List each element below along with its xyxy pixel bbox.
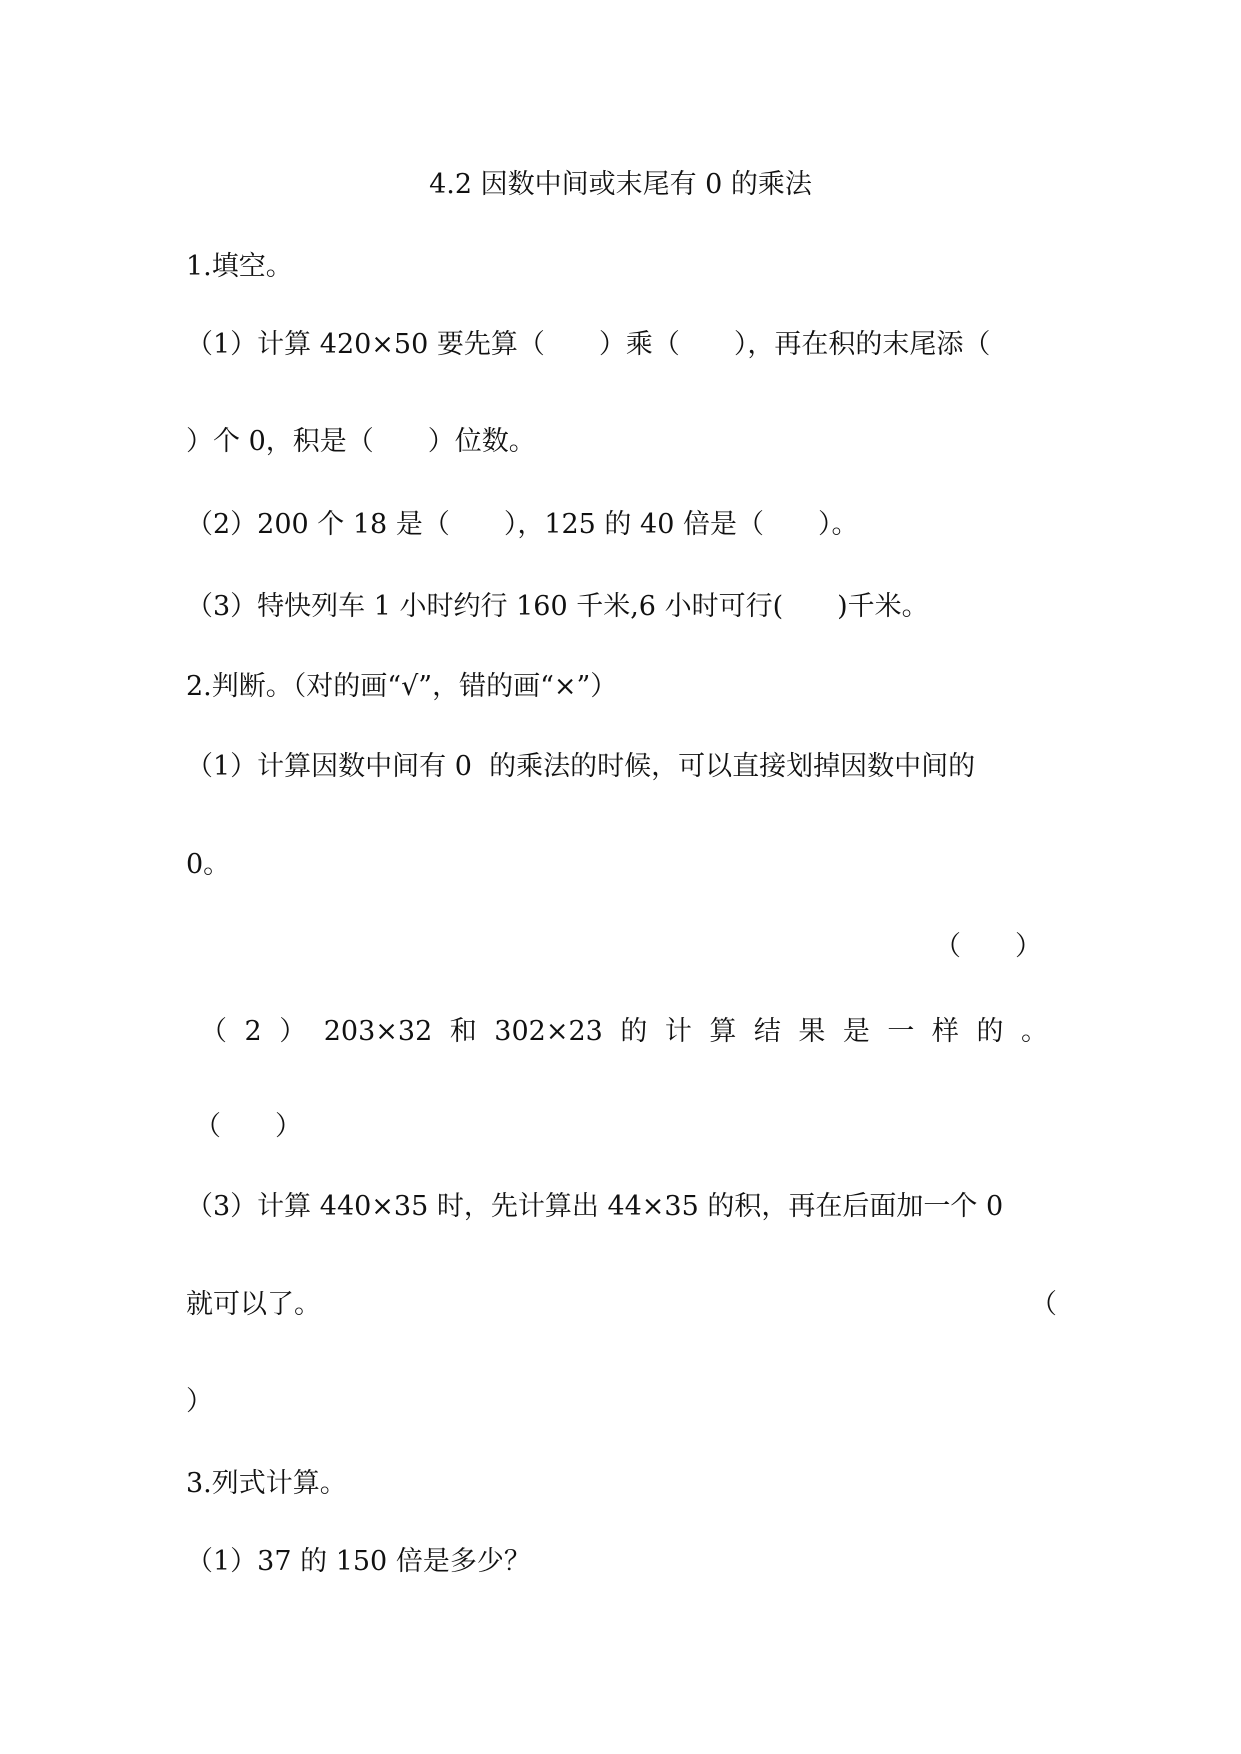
q2-token: （: [200, 1016, 227, 1047]
fill-question-2: （2）200 个 18 是（ ），125 的 40 倍是（ ）。: [186, 509, 859, 540]
q2-token: 一: [887, 1016, 915, 1047]
judge-question-3-line-2: 就可以了。: [186, 1289, 321, 1320]
fill-question-3: （3）特快列车 1 小时约行 160 千米,6 小时可行( )千米。: [186, 591, 929, 622]
calc-question-1: （1）37 的 150 倍是多少？: [186, 1546, 531, 1577]
q2-token: 。: [1020, 1016, 1048, 1047]
judge-question-1-answer-blank: （ ）: [934, 931, 1042, 962]
judge-question-3-line-1: （3）计算 440×35 时，先计算出 44×35 的积，再在后面加一个 0: [186, 1191, 1004, 1222]
section-1-heading: 1.填空。: [186, 251, 293, 282]
judge-question-1-line-2: 0。: [186, 849, 231, 880]
section-3-heading: 3.列式计算。: [186, 1468, 347, 1499]
page-title: 4.2 因数中间或末尾有 0 的乘法: [429, 169, 812, 200]
q2-token: 算: [709, 1016, 737, 1047]
q2-token: 果: [798, 1016, 826, 1047]
judge-question-3-answer-open: （: [1030, 1289, 1057, 1320]
fill-question-1-line-1: （1）计算 420×50 要先算（ ）乘（ ），再在积的末尾添（: [186, 329, 991, 360]
q2-token: 计: [664, 1016, 692, 1047]
judge-question-3-answer-close: ）: [186, 1386, 213, 1417]
fill-question-1-line-2: ）个 0，积是（ ）位数。: [186, 426, 536, 457]
q2-token: ）: [279, 1016, 307, 1047]
q2-token: 2: [244, 1016, 262, 1047]
q2-token: 样: [931, 1016, 959, 1047]
q2-token: 的: [976, 1016, 1004, 1047]
q2-token: 结: [753, 1016, 781, 1047]
judge-question-2-answer-blank: （ ）: [194, 1111, 302, 1142]
q2-token: 的: [620, 1016, 648, 1047]
q2-token: 203×32: [323, 1016, 433, 1047]
q2-token: 302×23: [494, 1016, 603, 1047]
q2-token: 和: [449, 1016, 477, 1047]
judge-question-1-line-1: （1）计算因数中间有 0 的乘法的时候，可以直接划掉因数中间的: [186, 751, 976, 782]
judge-question-2-line: [200, 1015, 1048, 1049]
q2-token: 是: [842, 1016, 870, 1047]
section-2-heading: 2.判断。（对的画“√”，错的画“×”）: [186, 671, 618, 702]
